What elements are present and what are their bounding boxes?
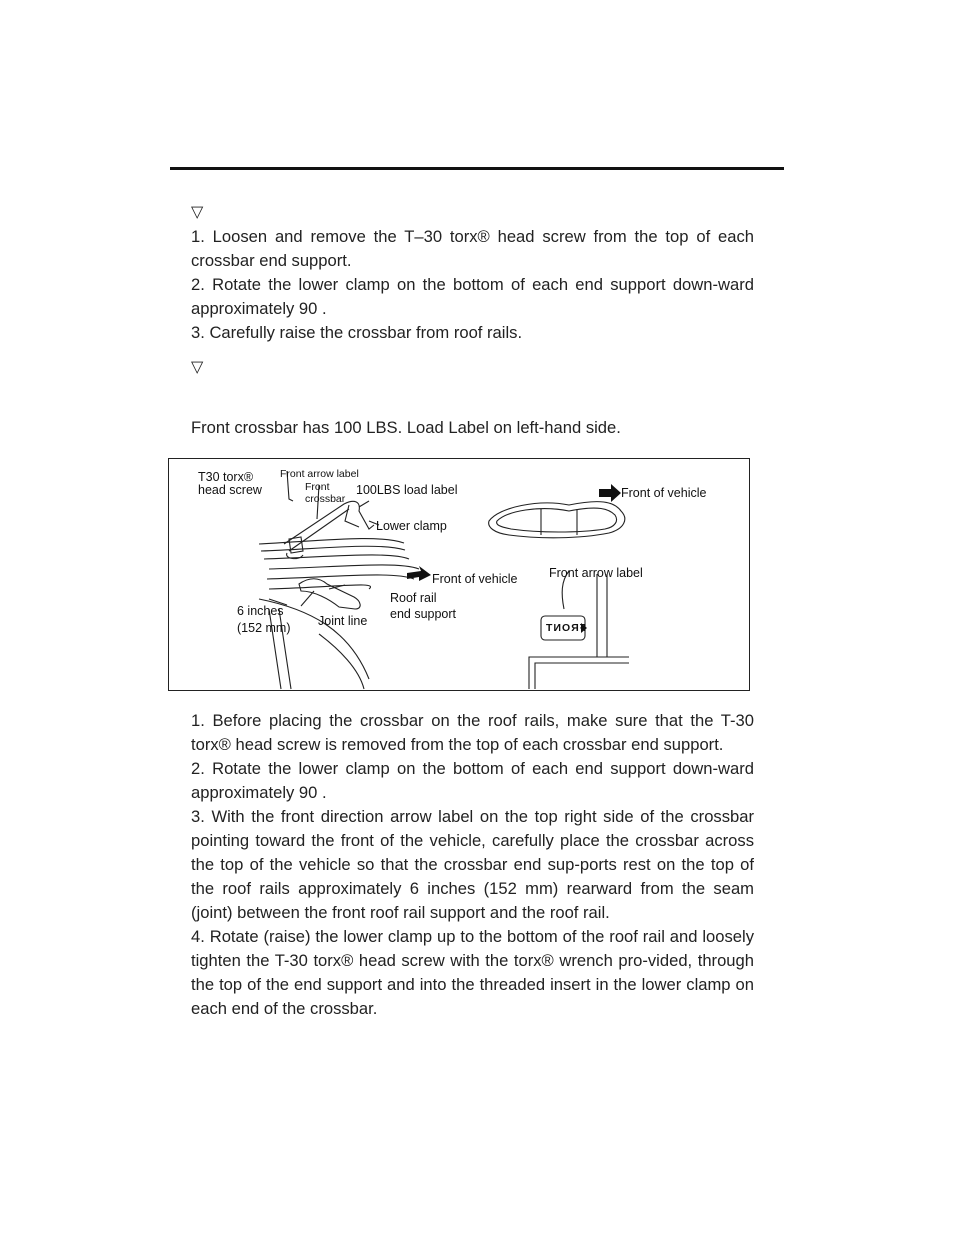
crossbar-note xyxy=(191,416,754,440)
install-step-2: 2. Rotate the lower clamp on the bottom of each end support down-ward approximately 90 . xyxy=(191,759,754,802)
roof-rail-label: Roof rail xyxy=(390,591,437,605)
head-screw-label: head screw xyxy=(198,483,262,497)
crossbar-diagram xyxy=(168,458,750,691)
crossbar-note-text: Front crossbar has 100 LBS. Load Label on left-hand side. xyxy=(191,418,621,437)
six-inches-label: 6 inches xyxy=(237,604,284,618)
load-label: 100LBS load label xyxy=(356,483,458,497)
front-arrow-label-right: Front arrow label xyxy=(549,566,643,580)
front-arrow-label-top: Front arrow label xyxy=(280,468,359,480)
end-support-label: end support xyxy=(390,607,457,621)
mm-label: (152 mm) xyxy=(237,621,291,635)
removal-step-2: 2. Rotate the lower clamp on the bottom of each end support down-ward approximately 90 . xyxy=(191,275,754,318)
removal-step-3: 3. Carefully raise the crossbar from roof rails. xyxy=(191,323,523,342)
front-of-vehicle-mid-label: Front of vehicle xyxy=(432,572,518,586)
joint-line-label: Joint line xyxy=(318,614,368,628)
t30-torx-label: T30 torx® xyxy=(198,470,254,484)
caution-marker: ▽ xyxy=(191,204,204,221)
front-badge-text: FRONT xyxy=(545,622,587,634)
install-step-3: 3. With the front direction arrow label on the top right side of the crossbar pointing toward the front of the vehicle, carefully place the crossbar across the top of the vehicle so that the crossbar end sup-ports rest on the top of the roof rails approximately 6 inches (152 mm) rearward from the seam (joint) between the front roof rail support and the roof rail. xyxy=(191,807,754,922)
install-step-1: 1. Before placing the crossbar on the roof rails, make sure that the T-30 torx® head screw is removed from the top of each crossbar end support. xyxy=(191,711,754,754)
header-rule xyxy=(170,167,784,170)
lower-clamp-label: Lower clamp xyxy=(376,519,447,533)
front-of-vehicle-right-label: Front of vehicle xyxy=(621,486,707,500)
crossbar-label: crossbar xyxy=(305,493,346,505)
removal-step-1: 1. Loosen and remove the T–30 torx® head screw from the top of each crossbar end support. xyxy=(191,227,754,270)
install-step-4: 4. Rotate (raise) the lower clamp up to the bottom of the roof rail and loosely tighten the T-30 torx® head screw with the torx® wrench pro-vided, through the top of the end support and into the threaded insert in the lower clamp on each end of the crossbar. xyxy=(191,927,754,1018)
removal-steps xyxy=(191,225,754,345)
install-marker: ▽ xyxy=(191,359,204,376)
install-steps xyxy=(191,709,754,1021)
front-label: Front xyxy=(305,481,330,493)
